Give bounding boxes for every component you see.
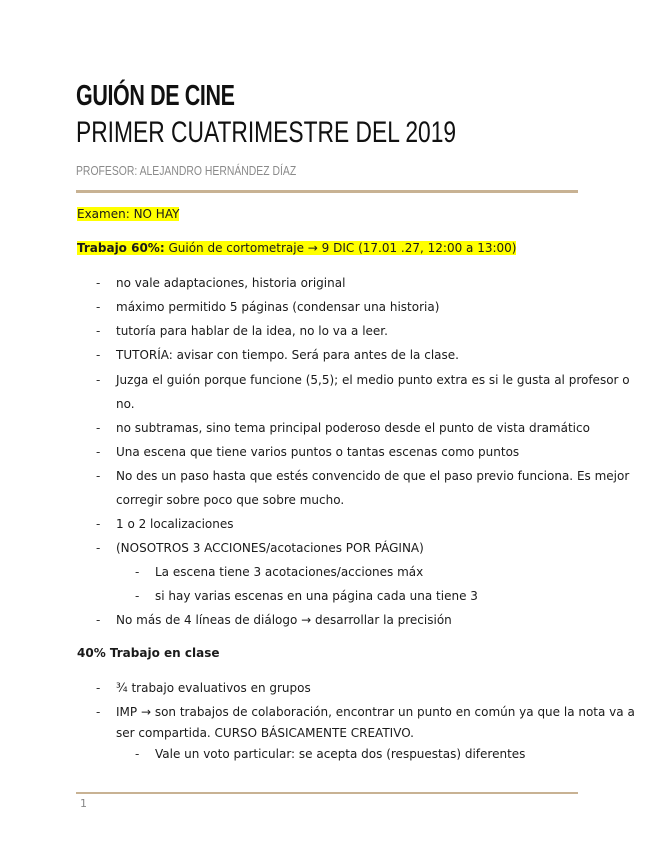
sublist-dash: - (135, 589, 140, 603)
professor-line: PROFESOR: ALEJANDRO HERNÁNDEZ DÍAZ (76, 163, 297, 178)
list-item-continuation: corregir sobre poco que sobre mucho. (116, 493, 345, 507)
header-divider (76, 190, 578, 193)
list-dash: - (96, 541, 101, 555)
sublist-dash: - (135, 747, 140, 761)
list-dash: - (96, 373, 101, 387)
clase-heading: 40% Trabajo en clase (77, 646, 220, 660)
list-dash: - (96, 613, 101, 627)
list-dash: - (96, 421, 101, 435)
document-title: GUIÓN DE CINE (76, 80, 235, 112)
list-item: ¾ trabajo evaluativos en grupos (116, 681, 311, 695)
list-dash: - (96, 300, 101, 314)
footer-divider (76, 792, 578, 794)
list-item: tutoría para hablar de la idea, no lo va a leer. (116, 324, 388, 338)
list-item: (NOSOTROS 3 ACCIONES/acotaciones POR PÁGINA) (116, 541, 424, 555)
sublist-item: Vale un voto particular: se acepta dos (respuestas) diferentes (155, 747, 526, 761)
exam-text: Examen: NO HAY (77, 207, 180, 221)
list-item: No des un paso hasta que estés convencido de que el paso previo funciona. Es mejor (116, 469, 630, 483)
list-dash: - (96, 705, 101, 719)
trabajo-text: Guión de cortometraje → 9 DIC (17.01 .27, 12:00 a 13:00) (164, 241, 517, 255)
list-dash: - (96, 276, 101, 290)
list-dash: - (96, 517, 101, 531)
list-dash: - (96, 348, 101, 362)
list-item: No más de 4 líneas de diálogo → desarrollar la precisión (116, 613, 452, 627)
list-dash: - (96, 469, 101, 483)
list-item: máximo permitido 5 páginas (condensar una historia) (116, 300, 440, 314)
list-item: Juzga el guión porque funcione (5,5); el medio punto extra es si le gusta al profesor o (116, 373, 630, 387)
list-item: no subtramas, sino tema principal poderoso desde el punto de vista dramático (116, 421, 590, 435)
list-item: no vale adaptaciones, historia original (116, 276, 346, 290)
list-dash: - (96, 445, 101, 459)
list-item: IMP → son trabajos de colaboración, encontrar un punto en común ya que la nota va a (116, 705, 635, 719)
trabajo-heading (77, 241, 516, 255)
sublist-item: si hay varias escenas en una página cada una tiene 3 (155, 589, 478, 603)
page-number: 1 (80, 797, 87, 810)
document-subtitle: PRIMER CUATRIMESTRE DEL 2019 (76, 116, 457, 149)
list-item: TUTORÍA: avisar con tiempo. Será para antes de la clase. (116, 348, 459, 362)
list-dash: - (96, 681, 101, 695)
sublist-item: La escena tiene 3 acotaciones/acciones máx (155, 565, 424, 579)
list-item-continuation: no. (116, 397, 135, 411)
trabajo-label: Trabajo 60%: (77, 241, 165, 255)
list-item-continuation: ser compartida. CURSO BÁSICAMENTE CREATIVO. (116, 726, 414, 740)
list-dash: - (96, 324, 101, 338)
list-item: 1 o 2 localizaciones (116, 517, 234, 531)
sublist-dash: - (135, 565, 140, 579)
list-item: Una escena que tiene varios puntos o tantas escenas como puntos (116, 445, 520, 459)
exam-line (77, 207, 179, 221)
